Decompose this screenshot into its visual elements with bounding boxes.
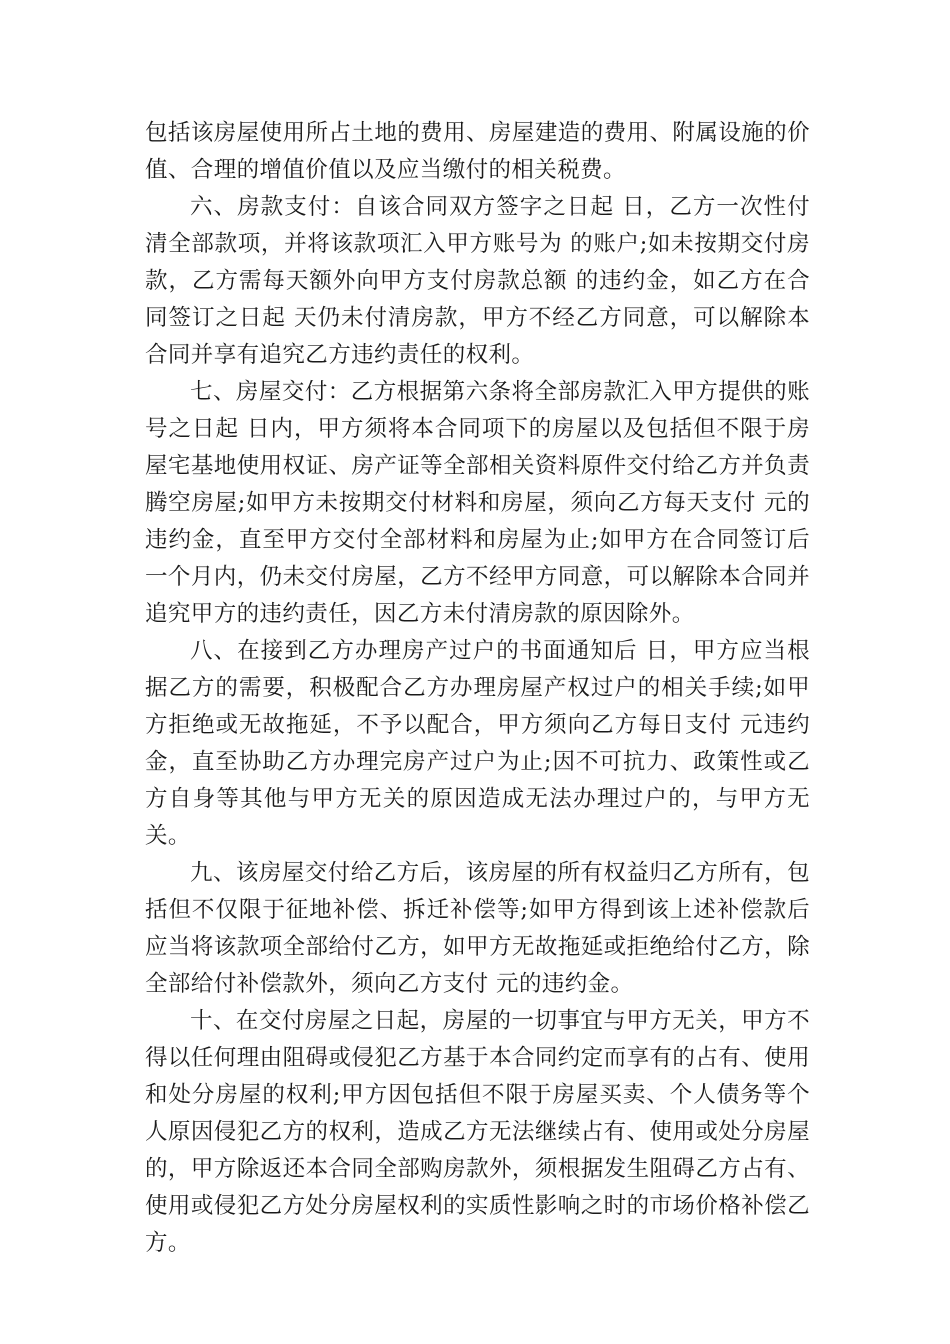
paragraph-continuation: 包括该房屋使用所占土地的费用、房屋建造的费用、附属设施的价值、合理的增值价值以及应当缴付的相关税费。	[145, 120, 810, 183]
paragraph-clause-9-rights: 九、该房屋交付给乙方后，该房屋的所有权益归乙方所有，包括但不仅限于征地补偿、拆迁补偿等;如甲方得到该上述补偿款后应当将该款项全部给付乙方，如甲方无故拖延或拒绝给付乙方，除全部给付补偿款外，须向乙方支付 元的违约金。	[145, 860, 810, 997]
paragraph-clause-6-payment: 六、房款支付：自该合同双方签字之日起 日，乙方一次性付清全部款项，并将该款项汇入甲方账号为 的账户;如未按期交付房款，乙方需每天额外向甲方支付房款总额 的违约金，如乙方在合同签订之日起 天仍未付清房款，甲方不经乙方同意，可以解除本合同并享有追究乙方违约责任的权利。	[145, 194, 810, 368]
paragraph-clause-8-transfer: 八、在接到乙方办理房产过户的书面通知后 日，甲方应当根据乙方的需要，积极配合乙方办理房屋产权过户的相关手续;如甲方拒绝或无故拖延，不予以配合，甲方须向乙方每日支付 元违约金，直至协助乙方办理完房产过户为止;因不可抗力、政策性或乙方自身等其他与甲方无关的原因造成无法办理过户的，与甲方无关。	[145, 638, 810, 849]
paragraph-clause-7-delivery: 七、房屋交付：乙方根据第六条将全部房款汇入甲方提供的账号之日起 日内，甲方须将本合同项下的房屋以及包括但不限于房屋宅基地使用权证、房产证等全部相关资料原件交付给乙方并负责腾空房屋;如甲方未按期交付材料和房屋，须向乙方每天支付 元的违约金，直至甲方交付全部材料和房屋为止;如甲方在合同签订后一个月内，仍未交付房屋，乙方不经甲方同意，可以解除本合同并追究甲方的违约责任，因乙方未付清房款的原因除外。	[145, 379, 810, 627]
contract-body	[145, 115, 810, 1262]
paragraph-clause-10-obligations: 十、在交付房屋之日起，房屋的一切事宜与甲方无关，甲方不得以任何理由阻碍或侵犯乙方基于本合同约定而享有的占有、使用和处分房屋的权利;甲方因包括但不限于房屋买卖、个人债务等个人原因侵犯乙方的权利，造成乙方无法继续占有、使用或处分房屋的，甲方除返还本合同全部购房款外，须根据发生阻碍乙方占有、使用或侵犯乙方处分房屋权利的实质性影响之时的市场价格补偿乙方。	[145, 1008, 810, 1256]
